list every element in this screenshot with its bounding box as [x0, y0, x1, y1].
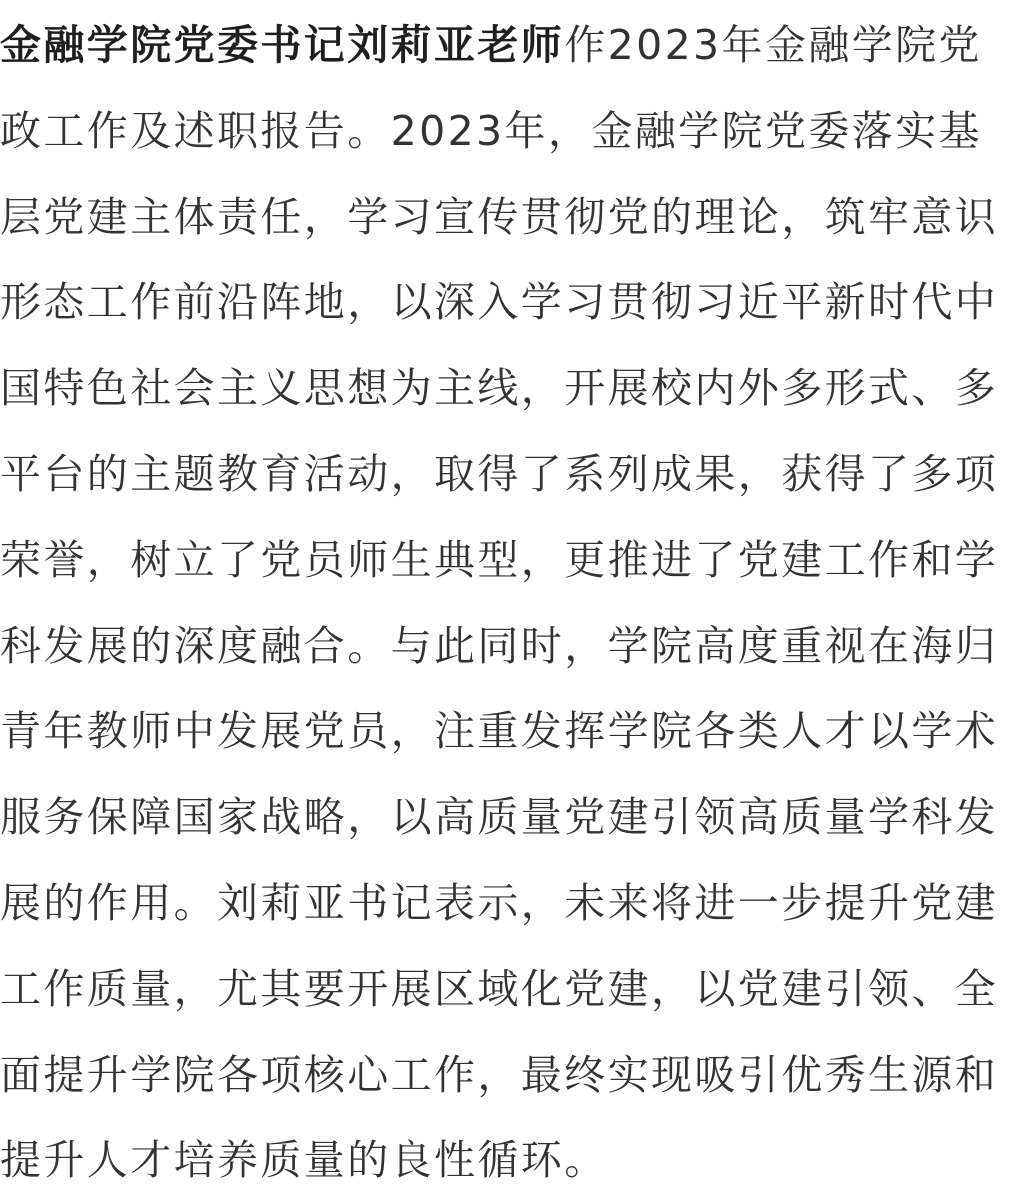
- speaker-name-bold: 金融学院党委书记刘莉亚老师: [0, 21, 565, 69]
- paragraph-line-2: 政工作及述职报告。2023年，金融学院党委落实基: [0, 106, 982, 155]
- paragraph-line-14: 提升人才培养质量的良性循环。: [0, 1136, 608, 1185]
- paragraph-text: 作2023年金融学院党: [564, 21, 982, 69]
- paragraph-line-13: 面提升学院各项核心工作，最终实现吸引优秀生源和: [0, 1050, 999, 1099]
- paragraph-line-9: 青年教师中发展党员，注重发挥学院各类人才以学术: [0, 707, 999, 756]
- paragraph-line-10: 服务保障国家战略，以高质量党建引领高质量学科发: [0, 793, 999, 842]
- paragraph-line-7: 荣誉，树立了党员师生典型，更推进了党建工作和学: [0, 535, 999, 584]
- paragraph-line-12: 工作质量，尤其要开展区域化党建，以党建引领、全: [0, 964, 999, 1013]
- paragraph-line-3: 层党建主体责任，学习宣传贯彻党的理论，筑牢意识: [0, 192, 999, 241]
- paragraph-line-1: [0, 3, 1030, 89]
- paragraph-line-6: 平台的主题教育活动，取得了系列成果，获得了多项: [0, 449, 999, 498]
- paragraph-line-8: 科发展的深度融合。与此同时，学院高度重视在海归: [0, 621, 999, 670]
- paragraph-line-11: 展的作用。刘莉亚书记表示，未来将进一步提升党建: [0, 878, 999, 927]
- paragraph-line-5: 国特色社会主义思想为主线，开展校内外多形式、多: [0, 364, 999, 413]
- paragraph-line-4: 形态工作前沿阵地，以深入学习贯彻习近平新时代中: [0, 278, 999, 327]
